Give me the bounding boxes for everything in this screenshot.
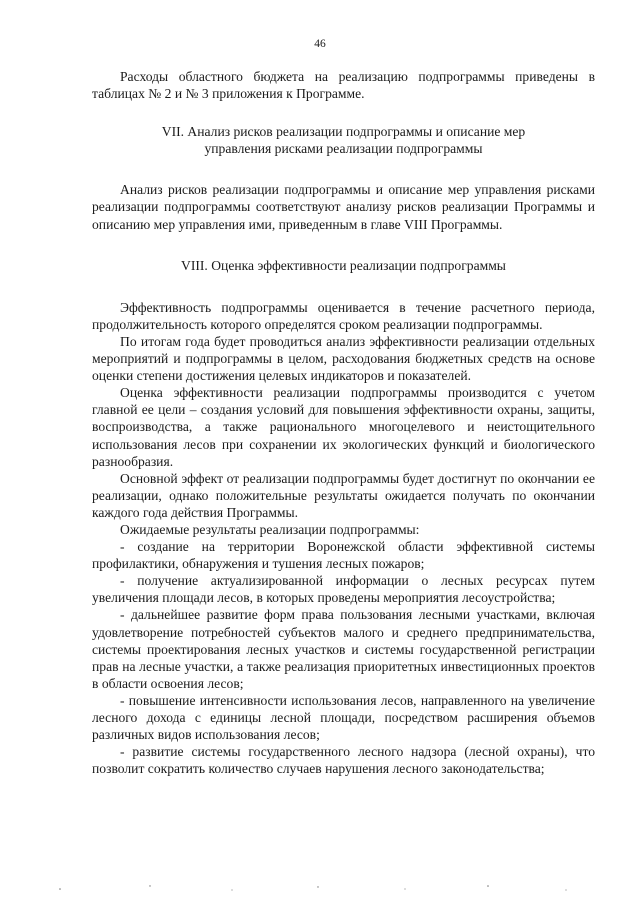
result-list-item: - повышение интенсивности использования лесов, направленного на увеличение лесного дохода с единицы лесной площади, посредством расширения объемов различных видов использования лесов; — [92, 692, 595, 743]
scan-artifacts — [0, 880, 640, 894]
intro-paragraph: Расходы областного бюджета на реализацию подпрограммы приведены в таблицах № 2 и № 3 приложения к Программе. — [92, 69, 595, 102]
section-8-paragraph: Эффективность подпрограммы оценивается в течение расчетного периода, продолжительность которого определятся сроком реализации подпрограммы. — [92, 299, 595, 332]
result-list-item: - создание на территории Воронежской области эффективной системы профилактики, обнаружения и тушения лесных пожаров; — [92, 539, 595, 572]
section-8-paragraph: Основной эффект от реализации подпрограммы будет достигнут по окончании ее реализации, однако положительные результаты ожидается получать по окончании каждого года действия Программы. — [92, 470, 595, 520]
page-number: 46 — [314, 38, 326, 50]
section-8-paragraph: Оценка эффективности реализации подпрограммы производится с учетом главной ее цели – создания условий для повышения эффективности охраны, защиты, воспроизводства, а также рационального многоцелевого и неистощительного использования лесов при сохранении их экологических функций и биологического разнообразия. — [92, 385, 595, 469]
result-list-item: - дальнейшее развитие форм права пользования лесными участками, включая удовлетворение потребностей субъектов малого и среднего предпринимательства, системы проектирования лесных участков и системы государственной регистрации прав на лесные участки, а также реализация приоритетных инвестиционных проектов в области освоения лесов; — [92, 607, 595, 691]
section-8-paragraph: Ожидаемые результаты реализации подпрограммы: — [120, 521, 420, 537]
document-body — [92, 68, 595, 777]
section-8-paragraph: По итогам года будет проводиться анализ эффективности реализации отдельных мероприятий и подпрограммы в целом, расходования бюджетных средств на основе оценки степени достижения целевых индикаторов и показателей. — [92, 333, 595, 384]
section-8-heading: VIII. Оценка эффективности реализации подпрограммы — [181, 257, 506, 273]
result-list-item: - развитие системы государственного лесного надзора (лесной охраны), что позволит сократить количество случаев нарушения лесного законодательства; — [92, 744, 595, 777]
result-list-item: - получение актуализированной информации о лесных ресурсах путем увеличения площади лесов, в которых проведены мероприятия лесоустройства; — [92, 573, 595, 606]
section-7-heading: VII. Анализ рисков реализации подпрограммы и описание мер управления рисками реализации подпрограммы — [161, 124, 526, 157]
section-7-paragraph: Анализ рисков реализации подпрограммы и описание мер управления рисками реализации подпрограммы соответствуют анализу рисков реализации Программы и описанию мер управления ими, приведенным в главе VIII Программы. — [92, 182, 595, 232]
